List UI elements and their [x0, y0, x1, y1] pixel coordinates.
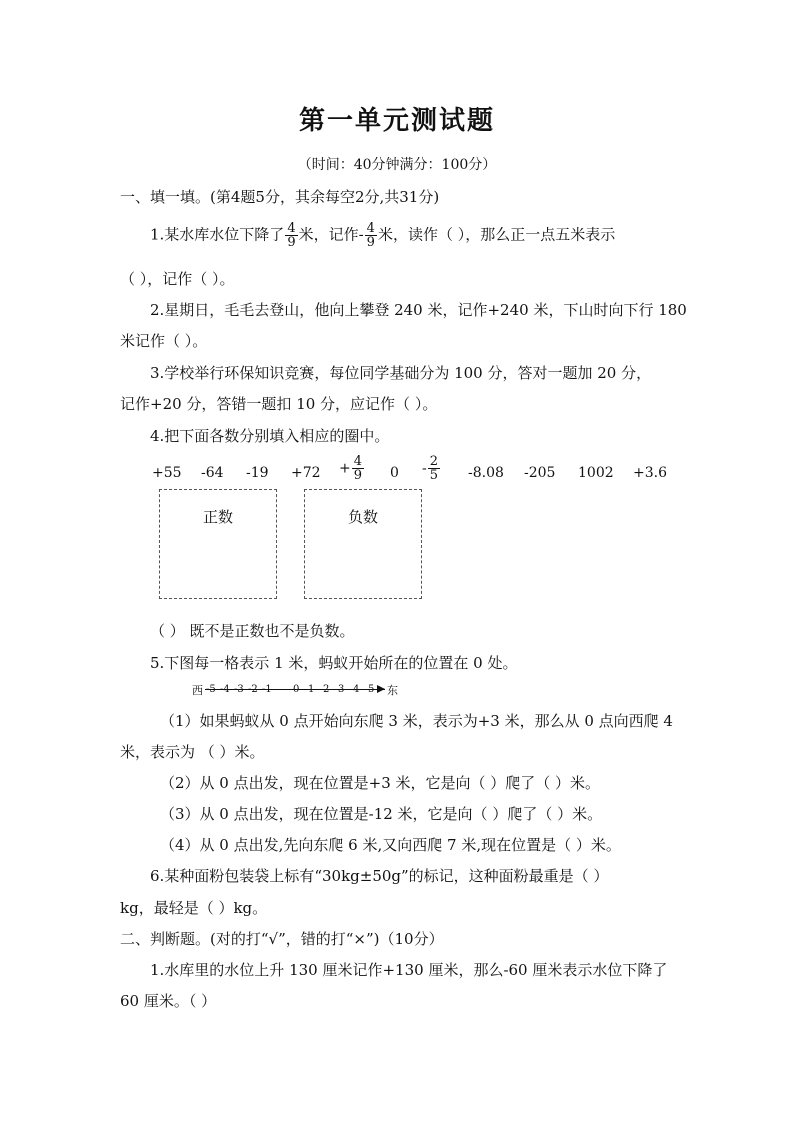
number-item: 1002 — [578, 465, 614, 481]
fraction — [428, 455, 440, 482]
q2-line2: 米记作（ ）。 — [120, 332, 208, 350]
section1-heading: 一、填一填。(第4题5分，其余每空2分,共31分) — [120, 188, 440, 206]
arrow-right-icon — [377, 685, 385, 693]
tick-label: 2 — [323, 684, 330, 695]
q4-line1: 4.把下面各数分别填入相应的圈中。 — [150, 427, 390, 445]
q5-line1: 5.下图每一格表示 1 米，蚂蚁开始所在的位置在 0 处。 — [150, 654, 518, 672]
number-item: -19 — [246, 465, 269, 481]
west-label: 西 — [192, 684, 203, 697]
q3-line1: 3.学校举行环保知识竞赛，每位同学基础分为 100 分，答对一题加 20 分， — [150, 364, 652, 382]
number-item: 0 — [390, 465, 399, 481]
fraction-denominator: 9 — [287, 235, 296, 250]
fraction-denominator: 9 — [353, 468, 363, 483]
q1-line1 — [150, 222, 615, 249]
q1-fraction-a — [285, 222, 297, 249]
number-item-fraction-b — [422, 455, 441, 482]
tick-label: -5 — [206, 684, 216, 695]
q3-line2: 记作+20 分，答错一题扣 10 分，应记作（ ）。 — [120, 395, 438, 413]
page-title: 第一单元测试题 — [298, 106, 495, 136]
tick-label: 1 — [308, 684, 315, 695]
q1-fraction-b — [365, 222, 377, 249]
fraction-sign: + — [339, 460, 351, 477]
negative-box-label: 负数 — [347, 508, 378, 526]
number-item: -8.08 — [468, 465, 504, 481]
q1-line2: （ ），记作（ ）。 — [120, 270, 235, 288]
fraction-numerator: 4 — [353, 454, 363, 469]
tick-label: 5 — [368, 684, 375, 695]
fraction-numerator: 2 — [429, 454, 439, 469]
q5-sub3: （3）从 0 点出发，现在位置是-12 米，它是向（ ）爬了（ ）米。 — [160, 805, 603, 823]
q1-text-a: 1.某水库水位下降了 — [150, 225, 285, 244]
positive-number-box[interactable] — [159, 489, 277, 599]
fraction-sign: - — [422, 460, 427, 477]
fraction — [352, 455, 364, 482]
q6-line1: 6.某种面粉包装袋上标有“30kg±50g”的标记，这种面粉最重是（ ） — [150, 867, 609, 885]
east-label: 东 — [387, 684, 398, 697]
number-item: -205 — [524, 465, 556, 481]
fraction-numerator: 4 — [287, 221, 296, 236]
tick-label: -4 — [220, 684, 230, 695]
page-subtitle: （时间：40分钟满分：100分） — [297, 157, 497, 173]
fraction-denominator: 9 — [366, 235, 375, 250]
number-item: -64 — [201, 465, 224, 481]
q5-sub1-line2: 米，表示为 （ ）米。 — [120, 743, 265, 761]
q1-text-c: 米，读作（ ），那么正一点五米表示 — [377, 225, 616, 244]
number-item: +3.6 — [633, 465, 667, 481]
tick-label: 4 — [353, 684, 360, 695]
q5-sub4: （4）从 0 点出发,先向东爬 6 米,又向西爬 7 米,现在位置是（ ）米。 — [160, 836, 621, 854]
positive-box-label: 正数 — [202, 508, 233, 526]
fraction-denominator: 5 — [429, 468, 439, 483]
negative-number-box[interactable] — [304, 489, 422, 599]
fraction-numerator: 4 — [366, 221, 375, 236]
number-item-fraction-a — [339, 455, 365, 482]
tick-label: -1 — [262, 684, 272, 695]
q5-sub1-line1: （1）如果蚂蚁从 0 点开始向东爬 3 米，表示为+3 米，那么从 0 点向西爬 4 — [160, 712, 673, 730]
tick-label: -3 — [234, 684, 244, 695]
s2-q1-line2: 60 厘米。（ ） — [120, 992, 217, 1010]
q4-neither-line: （ ） 既不是正数也不是负数。 — [150, 622, 355, 640]
tick-label: -2 — [248, 684, 258, 695]
tick-label: 0 — [293, 684, 300, 695]
q6-line2: kg，最轻是（ ）kg。 — [120, 899, 268, 917]
q2-line1: 2.星期日，毛毛去登山，他向上攀登 240 米，记作+240 米，下山时向下行 180 — [150, 301, 687, 319]
s2-q1-line1: 1.水库里的水位上升 130 厘米记作+130 厘米，那么-60 厘米表示水位下降了 — [150, 961, 668, 979]
number-item: +55 — [152, 465, 182, 481]
tick-label: 3 — [338, 684, 345, 695]
number-item: +72 — [291, 465, 321, 481]
q1-text-b: 米，记作- — [298, 225, 364, 244]
q5-sub2: （2）从 0 点出发，现在位置是+3 米，它是向（ ）爬了（ ）米。 — [160, 774, 601, 792]
number-line — [192, 680, 402, 702]
section2-heading: 二、判断题。(对的打“√”，错的打“×”)（10分） — [120, 930, 444, 948]
